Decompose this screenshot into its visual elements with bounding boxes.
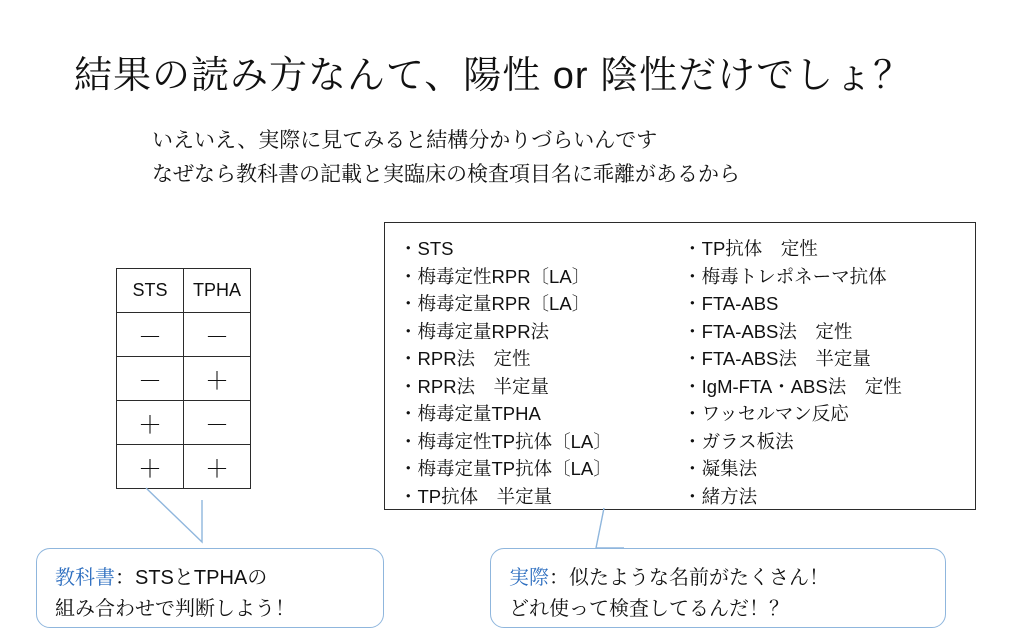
list-item: ・梅毒トレポネーマ抗体 <box>683 265 887 287</box>
callout-textbook-lead: 教科書 <box>55 567 115 589</box>
table-row <box>117 401 251 445</box>
list-item: ・緒方法 <box>683 485 758 507</box>
list-item: ・梅毒定性TP抗体〔LA〕 <box>399 430 612 452</box>
table-cell-sts: － <box>117 357 184 401</box>
table-cell-sts: ＋ <box>117 445 184 489</box>
callout-actual-line-2: どれ使って検査してるんだ！？ <box>509 598 789 620</box>
list-item: ・ガラス板法 <box>683 430 794 452</box>
list-item: ・RPR法 半定量 <box>399 375 550 397</box>
table-header-tpha: TPHA <box>184 269 251 313</box>
list-item: ・梅毒定量RPR法 <box>399 320 550 342</box>
callout-textbook-line-2: 組み合わせで判断しよう！ <box>55 598 295 620</box>
list-item: ・STS <box>399 238 454 259</box>
subtitle-block <box>152 124 740 192</box>
list-item: ・梅毒定量TPHA <box>399 403 541 424</box>
test-names-left-column <box>385 235 681 509</box>
table-header-sts: STS <box>117 269 184 313</box>
table-row <box>117 357 251 401</box>
table-row <box>117 313 251 357</box>
table-cell-sts: － <box>117 313 184 357</box>
table-header-row <box>117 269 251 313</box>
test-names-box <box>384 222 976 510</box>
list-item: ・凝集法 <box>683 458 758 479</box>
table-cell-tpha: － <box>184 313 251 357</box>
list-item: ・梅毒定量TP抗体〔LA〕 <box>399 458 612 479</box>
list-item: ・ワッセルマン反応 <box>683 403 849 424</box>
list-item: ・RPR法 定性 <box>399 348 531 369</box>
callout-actual-rest: ：似たような名前がたくさん！ <box>549 567 829 589</box>
list-item: ・IgM-FTA・ABS法 定性 <box>683 375 902 397</box>
list-item: ・FTA-ABS法 半定量 <box>683 348 871 369</box>
callout-tail-left <box>140 486 220 556</box>
callout-textbook <box>36 548 384 628</box>
table-cell-sts: ＋ <box>117 401 184 445</box>
list-item: ・TP抗体 定性 <box>683 238 818 259</box>
list-item: ・FTA-ABS <box>683 293 779 314</box>
table-cell-tpha: ＋ <box>184 445 251 489</box>
table-row <box>117 445 251 489</box>
page-title: 結果の読み方なんて、陽性 or 陰性だけでしょ？ <box>74 55 913 97</box>
callout-actual-lead: 実際 <box>509 567 549 589</box>
callout-textbook-line-1 <box>55 563 365 594</box>
table-cell-tpha: ＋ <box>184 357 251 401</box>
result-table <box>116 268 251 489</box>
list-item: ・梅毒定性RPR〔LA〕 <box>399 265 591 287</box>
list-item: ・梅毒定量RPR〔LA〕 <box>399 293 591 314</box>
table-cell-tpha: － <box>184 401 251 445</box>
callout-actual <box>490 548 946 628</box>
callout-textbook-rest: ：STSとTPHAの <box>115 567 268 589</box>
subtitle-line-1: いえいえ、実際に見てみると結構分かりづらいんです <box>152 129 658 152</box>
list-item: ・FTA-ABS法 定性 <box>683 320 853 342</box>
list-item: ・TP抗体 半定量 <box>399 485 553 507</box>
test-names-right-column <box>681 235 975 509</box>
callout-actual-line-1 <box>509 563 927 594</box>
subtitle-line-2: なぜなら教科書の記載と実臨床の検査項目名に乖離があるから <box>152 163 740 186</box>
